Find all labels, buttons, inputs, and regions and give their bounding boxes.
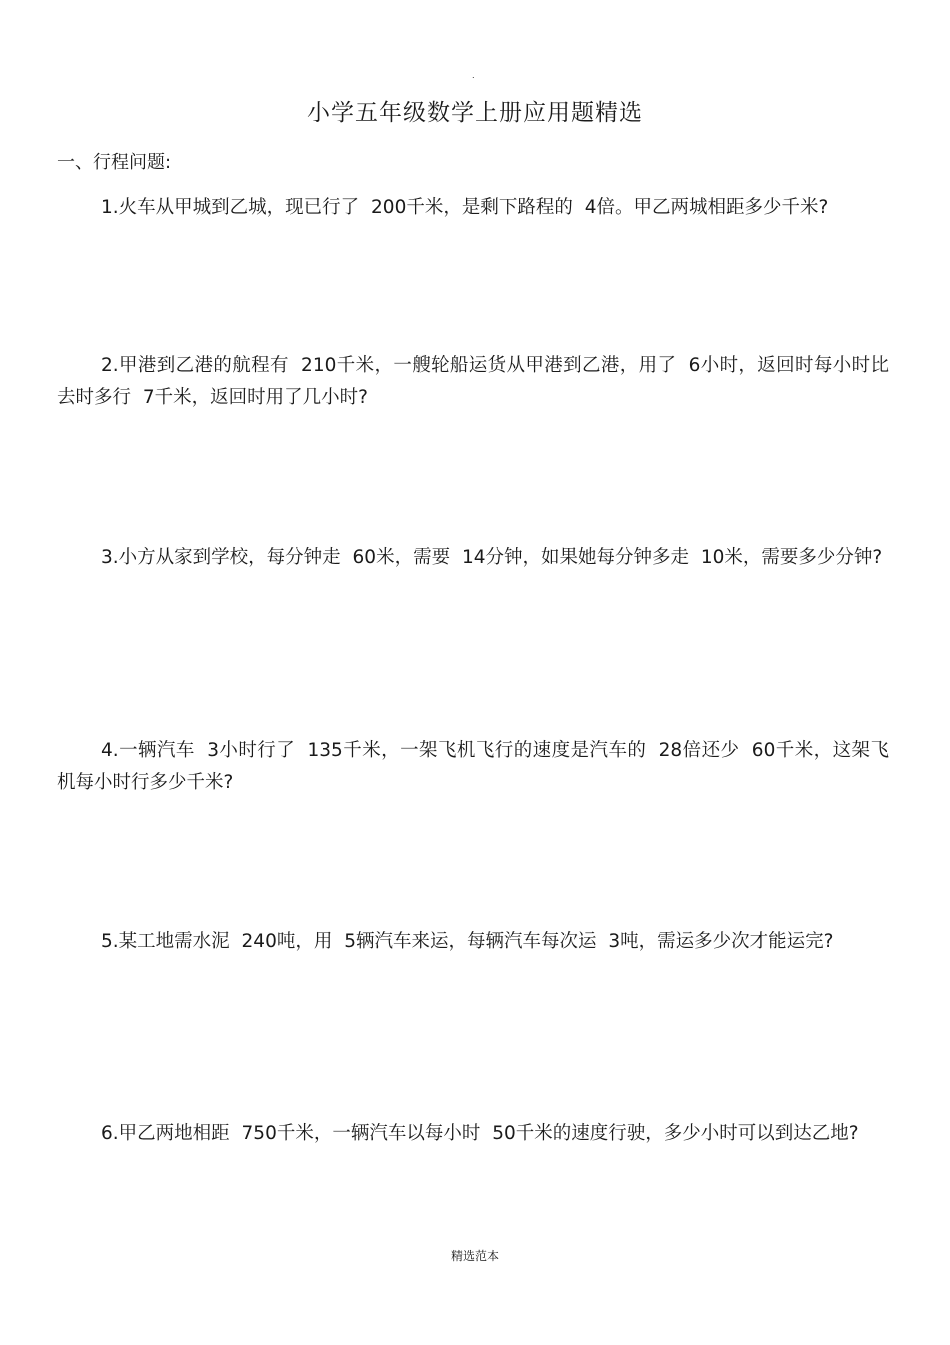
page-title: 小学五年级数学上册应用题精选 bbox=[307, 100, 643, 126]
question-3: 3.小方从家到学校，每分钟走 60米，需要 14分钟，如果她每分钟多走 10米，需要多少分钟? bbox=[101, 547, 883, 568]
question-5: 5.某工地需水泥 240吨，用 5辆汽车来运，每辆汽车每次运 3吨，需运多少次才能运完? bbox=[101, 931, 834, 952]
question-2: 2.甲港到乙港的航程有 210千米，一艘轮船运货从甲港到乙港，用了 6小时，返回时每小时比去时多行 7千米，返回时用了几小时? bbox=[57, 355, 889, 408]
page-footer: 精选范本 bbox=[450, 1249, 499, 1263]
question-1: 1.火车从甲城到乙城，现已行了 200千米，是剩下路程的 4倍。甲乙两城相距多少千米? bbox=[101, 197, 829, 218]
question-4: 4.一辆汽车 3小时行了 135千米，一架飞机飞行的速度是汽车的 28倍还少 60千米，这架飞机每小时行多少千米? bbox=[57, 740, 889, 793]
question-6: 6.甲乙两地相距 750千米，一辆汽车以每小时 50千米的速度行驶，多少小时可以到达乙地? bbox=[101, 1123, 859, 1144]
section-heading: 一、行程问题: bbox=[57, 152, 172, 173]
top-dot: . bbox=[472, 71, 475, 80]
